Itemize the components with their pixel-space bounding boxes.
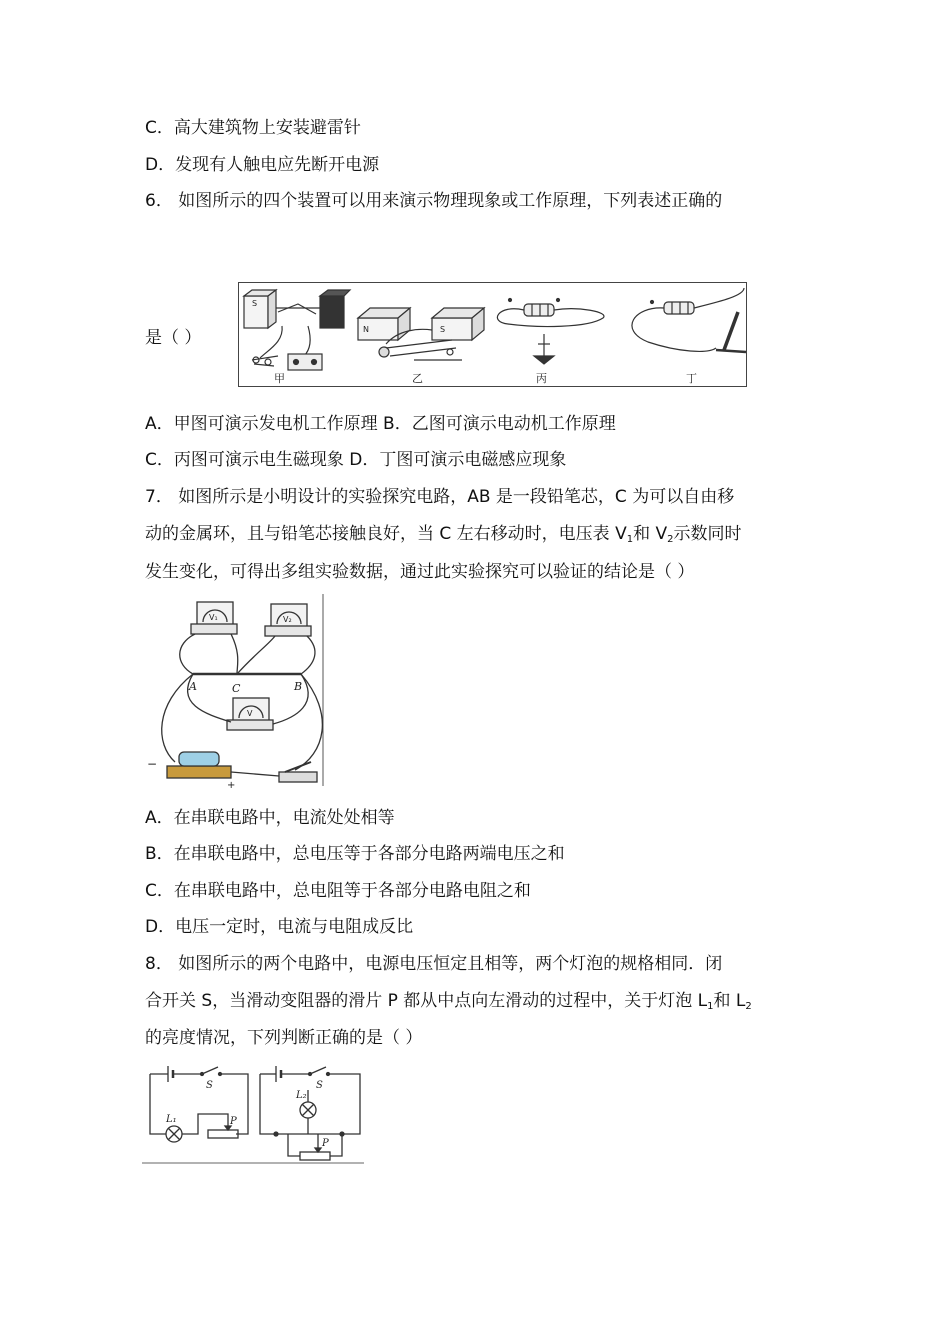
q7-option-c: C．在串联电路中，总电阻等于各部分电路电阻之和 — [145, 881, 531, 901]
q6-label-jia: 甲 — [274, 372, 285, 385]
q7-label-minus: − — [147, 757, 158, 771]
q8-stem-line2: 合开关 S，当滑动变阻器的滑片 P 都从中点向左滑动的过程中，关于灯泡 $L_1$和 $L_2$ — [145, 991, 752, 1012]
q6-magnet-n-label: N — [363, 325, 369, 334]
q7-label-plus: + — [227, 780, 236, 788]
q6-magnet-s-label: S — [252, 299, 258, 308]
q6-label-yi: 乙 — [412, 372, 423, 385]
q7-option-a: A．在串联电路中，电流处处相等 — [145, 808, 395, 828]
q8-stem-line1: 8． 如图所示的两个电路中，电源电压恒定且相等，两个灯泡的规格相同．闭 — [145, 954, 723, 974]
q7-circuit-figure — [145, 594, 327, 788]
q6-label-ding: 丁 — [686, 372, 697, 385]
q6-figure — [238, 282, 748, 388]
q5-option-d: D．发现有人触电应先断开电源 — [145, 155, 380, 175]
q6-stem-line2: 是（ ） — [145, 328, 202, 348]
q8-label-s-right: S — [316, 1080, 323, 1091]
q8-circuits-figure — [142, 1062, 366, 1166]
q7-stem-line3: 发生变化，可得出多组实验数据，通过此实验探究可以验证的结论是（ ） — [145, 562, 695, 582]
q6-label-bing: 丙 — [536, 372, 547, 385]
q8-label-s-left: S — [206, 1080, 213, 1091]
q8-label-p-left: P — [230, 1116, 237, 1127]
q7-label-a: A — [189, 680, 197, 693]
q8-label-p-right: P — [322, 1138, 329, 1149]
q6-options-cd: C．丙图可演示电生磁现象 D．丁图可演示电磁感应现象 — [145, 450, 567, 470]
q5-option-c: C．高大建筑物上安装避雷针 — [145, 118, 361, 138]
q8-label-l2: L₂ — [296, 1090, 307, 1101]
q7-label-v1: V₁ — [209, 613, 218, 622]
q7-option-d: D．电压一定时，电流与电阻成反比 — [145, 917, 414, 937]
q7-label-v: V — [247, 709, 253, 718]
q8-stem-line3: 的亮度情况，下列判断正确的是（ ） — [145, 1028, 423, 1048]
q7-option-b: B．在串联电路中，总电压等于各部分电路两端电压之和 — [145, 844, 565, 864]
q6-stem-line1: 6． 如图所示的四个装置可以用来演示物理现象或工作原理，下列表述正确的 — [145, 191, 723, 211]
q7-label-v2: V₂ — [283, 615, 292, 624]
q6-options-ab: A．甲图可演示发电机工作原理 B．乙图可演示电动机工作原理 — [145, 414, 616, 434]
q7-stem-line2: 动的金属环，且与铅笔芯接触良好，当 C 左右移动时，电压表 $V_1$和 $V_2$示数同时 — [145, 524, 742, 545]
q8-label-l1: L₁ — [166, 1114, 177, 1125]
q7-stem-line1: 7． 如图所示是小明设计的实验探究电路，AB 是一段铅笔芯，C 为可以自由移 — [145, 487, 735, 507]
q7-label-b: B — [294, 680, 303, 693]
q7-label-c: C — [232, 682, 241, 695]
q6-magnet-s2-label: S — [440, 325, 446, 334]
